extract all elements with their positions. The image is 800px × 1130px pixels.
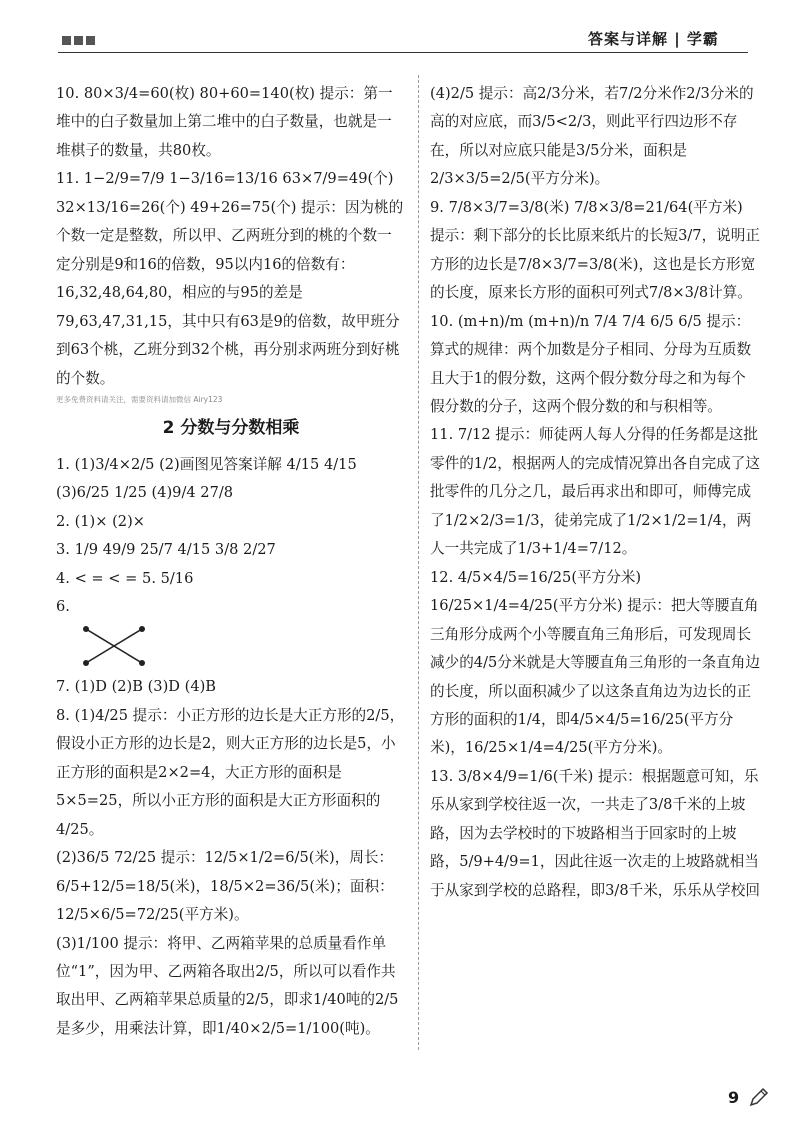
answer-10: 10. (m+n)/m (m+n)/n 7/4 7/4 6/5 6/5 提示：算式的规律：两个加数是分子相同、分母为互质数且大于1的假分数，这两个假分数分母之和为每个假分数的分子，这两个假分数的和与积相等。 xyxy=(430,312,752,415)
header-title: 答案与详解 | 学霸 xyxy=(588,30,719,48)
answer-8-1: 8. (1)4/25 提示：小正方形的边长是大正方形的2/5，假设小正方形的边长是2，则大正方形的边长是5，小正方形的面积是2×2=4，大正方形的面积是5×5=25，所以小正方形的面积是大正方形面积的4/25。 xyxy=(56,706,405,838)
answer-3: 3. 1/9 49/9 25/7 4/15 3/8 2/27 xyxy=(56,541,276,559)
answer-7: 7. (1)D (2)B (3)D (4)B xyxy=(56,678,217,696)
left-column xyxy=(56,80,406,1043)
answer-2: 2. (1)× (2)× xyxy=(56,512,146,530)
section-name: 分数与分数相乘 xyxy=(180,417,300,438)
column-divider xyxy=(418,75,419,1050)
answer-11: 11. 7/12 提示：师徒两人每人分得的任务都是这批零件的1/2，根据两人的完成情况算出各自完成了这批零件的几分之几，最后再求出和即可，师傅完成了1/2×2/3=1/3，徒弟完成了1/2×1/2=1/4，两人一共完成了1/3+1/4=7/12。 xyxy=(430,426,760,558)
answer-13: 13. 3/8×4/9=1/6(千米) 提示：根据题意可知，乐乐从家到学校往返一次，一共走了3/8千米的上坡路，因为去学校时的下坡路相当于回家时的上坡路，5/9+4/9=1，因此往返一次走的上坡路就相当于从家到学校的总路程，即3/8千米，乐乐从学校回 xyxy=(430,767,760,899)
answer-9: 9. 7/8×3/7=3/8(米) 7/8×3/8=21/64(平方米) 提示：剩下部分的长比原来纸片的长短3/7，说明正方形的边长是7/8×3/7=3/8(米)，这也是长方形宽的长度，原来长方形的面积可列式7/8×3/8计算。 xyxy=(430,198,760,302)
answer-1-3: (3)6/25 1/25 (4)9/4 27/8 xyxy=(56,484,234,502)
answer-8-3: (3)1/100 提示：将甲、乙两箱苹果的总质量看作单位“1”，因为甲、乙两箱各取出2/5，所以可以看作共取出甲、乙两箱苹果总质量的2/5，即求1/40吨的2/5是多少，用乘法计算，即1/40×2/5=1/100(吨)。 xyxy=(56,934,399,1037)
header-rule xyxy=(58,52,748,53)
answer-8-4: (4)2/5 提示：高2/3分米，若7/2分米作2/3分米的高的对应底，而3/5<2/3，则此平行四边形不存在，所以对应底只能是3/5分米，面积是2/3×3/5=2/5(平方分米)。 xyxy=(430,85,754,188)
answer-12: 12. 4/5×4/5=16/25(平方分米) 16/25×1/4=4/25(平方分米) 提示：把大等腰直角三角形分成两个小等腰直角三角形后，可发现周长减少的4/5分米就是大等腰直角三角形的一条直角边的长度，所以面积减少了以这条直角边为边长的正方形的面积的1/4，即4/5×4/5=16/25(平方分米)，16/25×1/4=4/25(平方分米)。 xyxy=(430,568,760,757)
answer-left-11: 11. 1−2/9=7/9 1−3/16=13/16 63×7/9=49(个) 32×13/16=26(个) 49+26=75(个) 提示：因为桃的个数一定是整数，所以甲、乙两班分到的桃的个数一定分别是9和16的倍数，95以内16的倍数有：16,32,48,64,80，相应的与95的差是79,63,47,31,15，其中只有63是9的倍数，故甲班分到63个桃，乙班分到32个桃，再分别求两班分到好桃的个数。 xyxy=(56,170,404,387)
right-column xyxy=(430,80,760,905)
page-number: 9 xyxy=(728,1088,740,1107)
watermark: 更多免费资料请关注，需要资料请加微信 Airy123 xyxy=(56,394,223,404)
answer-4-5: 4. < = < = 5. 5/16 xyxy=(56,569,194,587)
section-number: 2 xyxy=(162,417,175,438)
answer-6-label: 6. xyxy=(56,598,70,616)
answer-left-10: 10. 80×3/4=60(枚) 80+60=140(枚) 提示：第一堆中的白子数量加上第二堆中的白子数量，也就是一堆棋子的数量，共80枚。 xyxy=(56,85,393,159)
pencil-icon xyxy=(748,1086,770,1108)
answer-1: 1. (1)3/4×2/5 (2)画图见答案详解 4/15 4/15 xyxy=(56,455,357,473)
matching-lines-diagram xyxy=(80,623,150,671)
section-title xyxy=(56,412,406,445)
header-decoration xyxy=(62,36,95,45)
answer-8-2: (2)36/5 72/25 提示：12/5×1/2=6/5(米)，周长：6/5+12/5=18/5(米)，18/5×2=36/5(米)；面积：12/5×6/5=72/25(平方米)。 xyxy=(56,849,394,924)
